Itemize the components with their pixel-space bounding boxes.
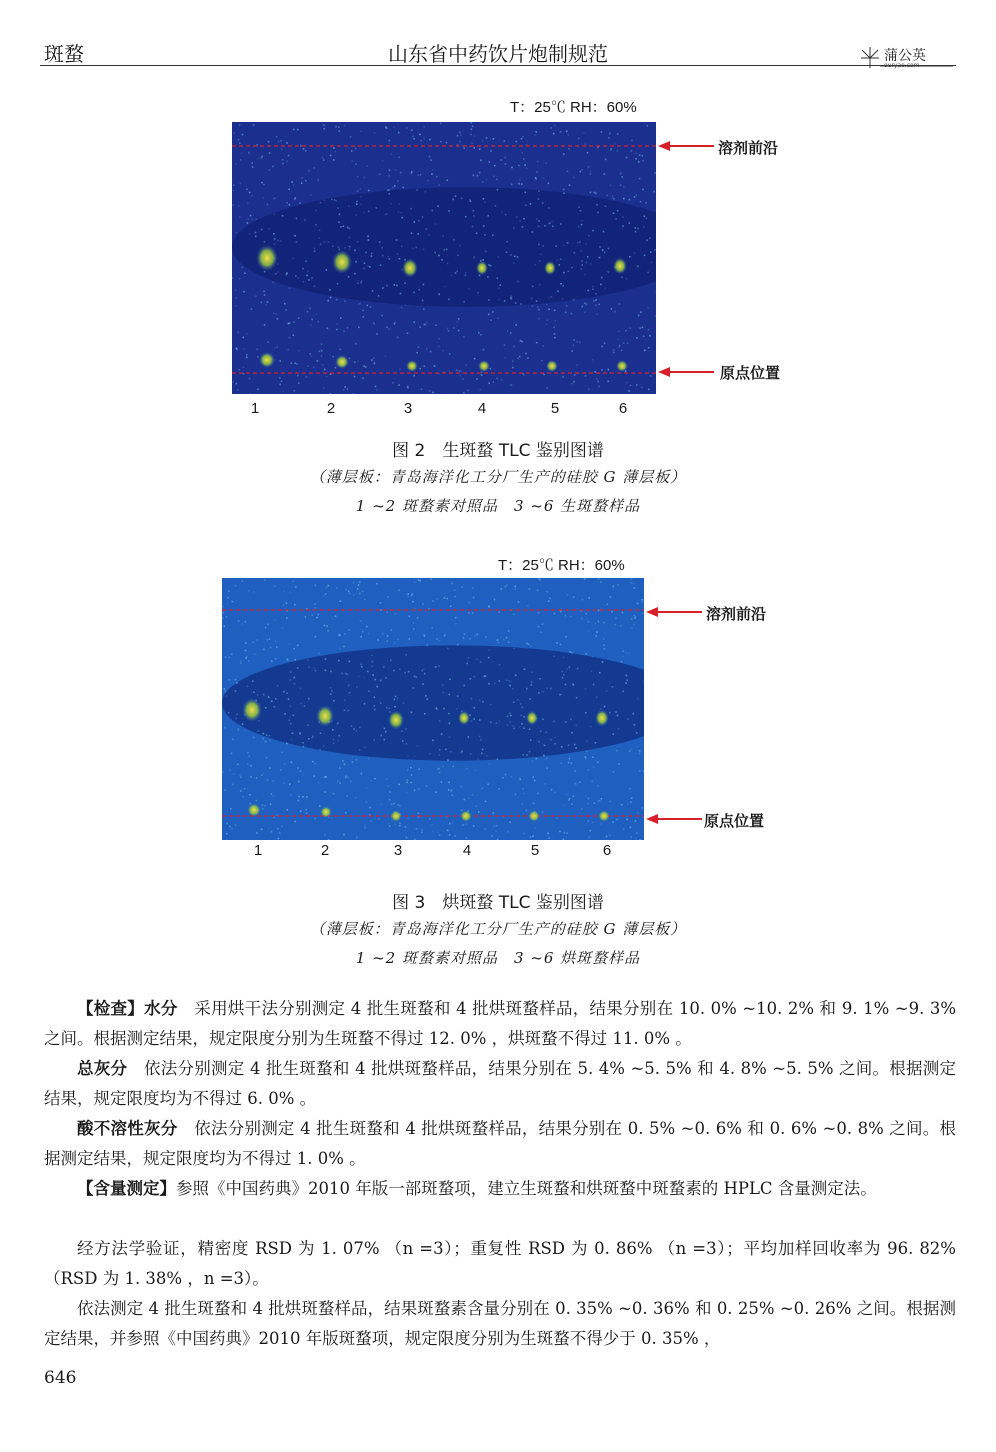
running-head-section: 斑蝥: [44, 42, 84, 66]
fig2-caption-plate: （薄层板：青岛海洋化工分厂生产的硅胶 G 薄层板）: [309, 468, 687, 486]
fig2-caption-lanes: 1 ~2 斑蝥素对照品 3 ~6 生斑蝥样品: [355, 497, 641, 515]
fig2-origin-arrow-icon: [658, 366, 714, 378]
paragraph-results: 依法测定 4 批生斑蝥和 4 批烘斑蝥样品，结果斑蝥素含量分别在 0. 35% ~0. 36% 和 0. 25% ~0. 26% 之间。根据测定结果，并参照《中国药典》2010 年版斑蝥项，规定限度分别为生斑蝥不得少于 0. 35% ，: [44, 1299, 956, 1348]
page-number: 646: [44, 1368, 77, 1388]
paragraph-assay: [44, 1174, 956, 1204]
heading-moisture: 【检查】水分: [77, 999, 178, 1018]
running-head-title: 山东省中药饮片炮制规范: [388, 42, 608, 66]
fig3-lane-3: 3: [393, 842, 403, 859]
heading-total-ash: 总灰分: [77, 1059, 128, 1078]
heading-acid-insoluble-ash: 酸不溶性灰分: [77, 1119, 178, 1138]
fig2-lane-6: 6: [618, 400, 628, 417]
fig2-lane-5: 5: [550, 400, 560, 417]
text-acid-insoluble-ash: 依法分别测定 4 批生斑蝥和 4 批烘斑蝥样品，结果分别在 0. 5% ~0. 6% 和 0. 6% ~0. 8% 之间。根据测定结果，规定限度均为不得过 1. 0% 。: [44, 1119, 956, 1168]
fig3-lane-2: 2: [320, 842, 330, 859]
text-assay: 参照《中国药典》2010 年版一部斑蝥项，建立生斑蝥和烘斑蝥中斑蝥素的 HPLC 含量测定法。: [176, 1179, 877, 1198]
fig2-conditions: T：25℃ RH：60%: [510, 99, 637, 116]
heading-assay: 【含量测定】: [77, 1179, 176, 1198]
logo-url: ouryao.com: [884, 62, 920, 69]
fig3-lane-6: 6: [602, 842, 612, 859]
fig3-origin-arrow-icon: [646, 813, 702, 825]
fig3-lane-4: 4: [462, 842, 472, 859]
logo-wordmark: 蒲公英: [884, 48, 926, 64]
fig2-tlc-plate-image: [232, 122, 656, 394]
fig3-lane-1: 1: [253, 842, 263, 859]
fig2-solvent-front-label: 溶剂前沿: [718, 139, 779, 157]
paragraph-validation: 经方法学验证，精密度 RSD 为 1. 07% （n =3）；重复性 RSD 为 0. 86% （n =3）；平均加样回收率为 96. 82% （RSD 为 1. 38% ，n =3）。: [44, 1239, 956, 1288]
fig2-lane-3: 3: [403, 400, 413, 417]
fig2-caption-title: 图 2 生斑蝥 TLC 鉴别图谱: [392, 441, 604, 461]
fig3-conditions: T：25℃ RH：60%: [498, 557, 625, 574]
fig2-solvent-front-arrow-icon: [658, 140, 714, 152]
fig3-origin-label: 原点位置: [704, 812, 765, 830]
fig3-caption-plate: （薄层板：青岛海洋化工分厂生产的硅胶 G 薄层板）: [309, 920, 687, 938]
fig3-solvent-front-label: 溶剂前沿: [706, 605, 767, 623]
paragraph-total-ash: [44, 1054, 956, 1114]
fig3-caption-lanes: 1 ~2 斑蝥素对照品 3 ~6 烘斑蝥样品: [355, 949, 641, 967]
fig3-caption-title: 图 3 烘斑蝥 TLC 鉴别图谱: [392, 893, 604, 913]
header-rule: [40, 65, 956, 66]
text-moisture: 采用烘干法分别测定 4 批生斑蝥和 4 批烘斑蝥样品，结果分别在 10. 0% ~10. 2% 和 9. 1% ~9. 3% 之间。根据测定结果，规定限度分别为生斑蝥不得过 12. 0% ，烘斑蝥不得过 11. 0% 。: [44, 999, 957, 1048]
fig2-lane-4: 4: [477, 400, 487, 417]
fig3-tlc-plate-image: [222, 578, 644, 840]
paragraph-acid-insoluble-ash: [44, 1114, 956, 1174]
fig2-origin-label: 原点位置: [720, 364, 781, 382]
fig2-lane-1: 1: [250, 400, 260, 417]
paragraph-moisture: [44, 994, 956, 1054]
text-total-ash: 依法分别测定 4 批生斑蝥和 4 批烘斑蝥样品，结果分别在 5. 4% ~5. 5% 和 4. 8% ~5. 5% 之间。根据测定结果，规定限度均为不得过 6. 0% 。: [44, 1059, 956, 1108]
fig3-solvent-front-arrow-icon: [646, 606, 702, 618]
fig3-lane-5: 5: [530, 842, 540, 859]
fig2-lane-2: 2: [326, 400, 336, 417]
